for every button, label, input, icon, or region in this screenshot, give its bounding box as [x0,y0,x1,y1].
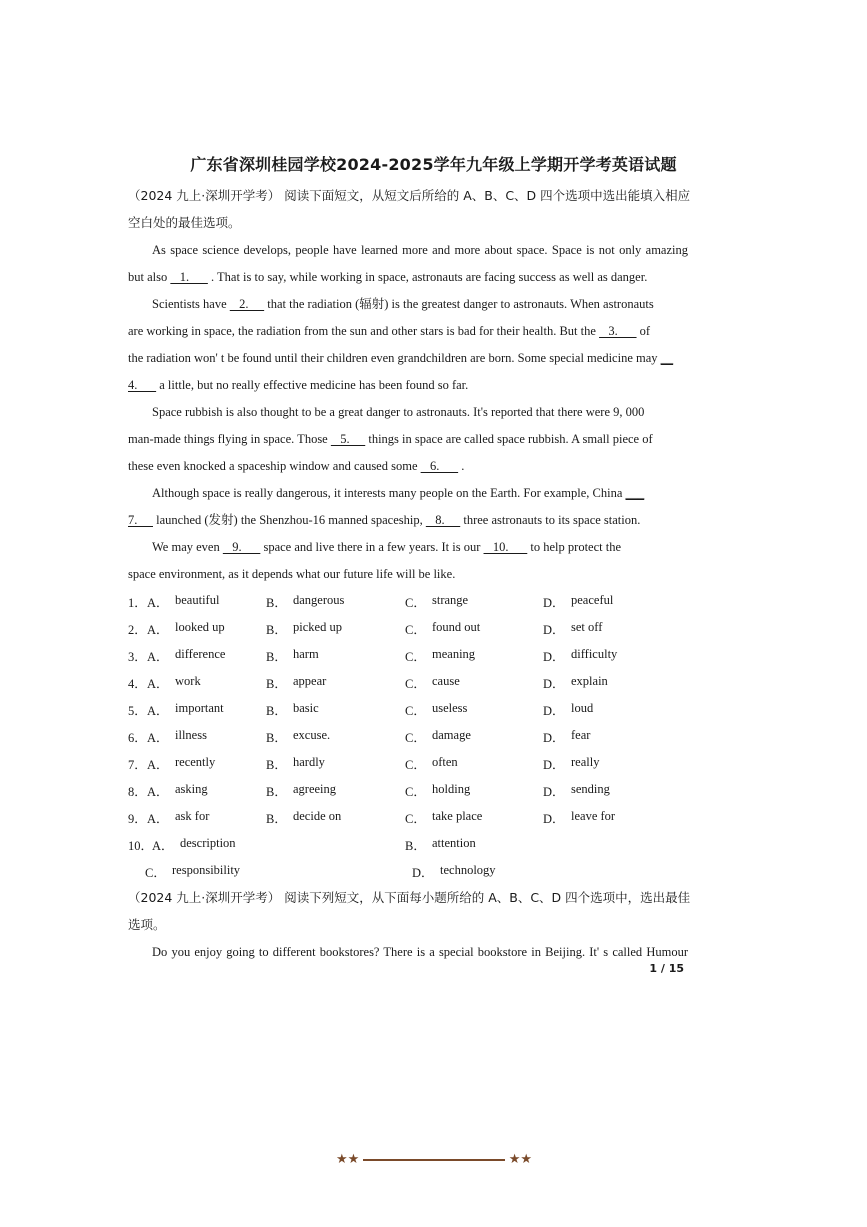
option-a-text: difference [175,647,226,661]
option-a-text: important [175,701,224,715]
section2-instruction-line1: （2024 九上·深圳开学考） 阅读下列短文，从下面每小题所给的 A、B、C、D 四个选项中，选出最佳 [128,890,691,905]
blank-5: 5. [330,432,366,446]
passage-line [128,377,688,393]
question-number: 7． [128,758,147,772]
question-number: 4． [128,677,147,691]
passage-line [128,323,688,339]
section2-instruction-line2: 选项。 [128,917,166,932]
option-letter: B． [266,704,287,718]
option-d-text: loud [571,701,594,715]
option-letter: A． [147,596,169,610]
option-a-text: work [175,674,201,688]
option-letter: B． [266,731,287,745]
option-letter: C． [405,758,426,772]
passage-text: of [636,324,651,338]
passage-text: the radiation won' t be found until their children even grandchildren are born. Some special medicine may [128,351,661,365]
blank-2: 2. [229,297,265,311]
option-a-text: ask for [175,809,210,823]
option-letter: A． [147,758,169,772]
passage-text: Scientists have [152,297,230,311]
option-letter: D． [543,731,565,745]
passage-line [152,485,688,501]
option-a-text: beautiful [175,593,220,607]
question-number: 3． [128,650,147,664]
option-c-text: meaning [432,647,476,661]
option-letter: C． [405,650,426,664]
passage-text: man-made things flying in space. Those [128,432,331,446]
star-icon: ★★ [336,1151,360,1166]
blank-4: 4. [128,378,157,392]
option-letter: A． [152,839,174,853]
option-letter: C． [405,623,426,637]
passage-line [152,296,688,312]
passage-line [128,269,688,285]
option-letter: A． [147,623,169,637]
footer-decoration [336,1150,532,1168]
option-d-text: explain [571,674,608,688]
option-letter: B． [266,623,287,637]
option-c-text: holding [432,782,471,796]
option-letter: C． [405,785,426,799]
page-title: 广东省深圳桂园学校2024-2025学年九年级上学期开学考英语试题 [190,155,677,174]
option-letter: D． [543,812,565,826]
passage-text: . [458,459,465,473]
blank-9: 9. [222,540,261,554]
passage2-line: Do you enjoy going to different bookstores? There is a special bookstore in Beijing. It' s called Humour [152,945,688,959]
option-letter: B． [266,596,287,610]
passage-text: these even knocked a spaceship window and caused some [128,459,421,473]
section1-instruction-line2: 空白处的最佳选项。 [128,215,241,230]
option-letter: C． [145,866,166,880]
section1-instruction-line1: （2024 九上·深圳开学考） 阅读下面短文，从短文后所给的 A、B、C、D 四个选项中选出能填入相应 [128,188,691,203]
option-c-text: take place [432,809,483,823]
question-number: 5． [128,704,147,718]
option-letter: B． [266,650,287,664]
option-letter: A． [147,650,169,664]
option-letter: B． [266,785,287,799]
passage-line [128,458,688,474]
option-a-text: description [180,836,236,850]
option-c-text: often [432,755,458,769]
option-b-text: dangerous [293,593,345,607]
passage-line: space environment, as it depends what our future life will be like. [128,567,456,581]
option-c-text: damage [432,728,471,742]
blank-1: 1. [170,270,208,284]
option-letter: A． [147,704,169,718]
option-b-text: decide on [293,809,342,823]
blank-7-start: ___ [625,486,645,500]
option-letter: A． [147,812,169,826]
option-d-text: peaceful [571,593,614,607]
blank-6: 6. [420,459,459,473]
passage-text: things in space are called space rubbish. A small piece of [365,432,653,446]
option-letter: D． [543,650,565,664]
option-letter: C． [405,596,426,610]
question-number: 1． [128,596,147,610]
option-c-text: responsibility [172,863,241,877]
star-icon: ★★ [508,1151,532,1166]
option-letter: A． [147,731,169,745]
question-number: 8． [128,785,147,799]
blank-4-start: __ [660,351,674,365]
option-letter: D． [412,866,434,880]
option-letter: D． [543,758,565,772]
option-b-text: agreeing [293,782,337,796]
passage-text: launched (发射) the Shenzhou-16 manned spaceship, [153,513,426,527]
option-b-text: harm [293,647,319,661]
option-letter: D． [543,785,565,799]
option-letter: A． [147,785,169,799]
option-d-text: difficulty [571,647,618,661]
option-letter: B． [266,677,287,691]
option-b-text: picked up [293,620,342,634]
option-letter: D． [543,677,565,691]
blank-8: 8. [425,513,461,527]
question-number: 10． [128,839,154,853]
option-letter: C． [405,704,426,718]
option-letter: D． [543,596,565,610]
passage-line [128,512,688,528]
passage-text: to help protect the [527,540,622,554]
option-d-text: sending [571,782,610,796]
passage-text: space and live there in a few years. It is our [260,540,484,554]
option-letter: B． [266,758,287,772]
question-number: 9． [128,812,147,826]
option-b-text: hardly [293,755,325,769]
option-letter: B． [266,812,287,826]
passage-line [128,431,688,447]
option-a-text: recently [175,755,216,769]
option-d-text: set off [571,620,603,634]
question-number: 2． [128,623,147,637]
passage-text: . That is to say, while working in space, astronauts are facing success as well as danger. [207,270,648,284]
option-letter: A． [147,677,169,691]
option-a-text: asking [175,782,208,796]
option-letter: D． [543,704,565,718]
option-d-text: really [571,755,600,769]
option-letter: D． [543,623,565,637]
passage-text: that the radiation (辐射) is the greatest danger to astronauts. When astronauts [264,297,654,311]
option-c-text: useless [432,701,468,715]
question-number: 6． [128,731,147,745]
passage-text: We may even [152,540,223,554]
passage-text: are working in space, the radiation from the sun and other stars is bad for their health. But the [128,324,600,338]
passage-text: three astronauts to its space station. [460,513,641,527]
passage-line: As space science develops, people have learned more and more about space. Space is not only amazing [152,243,688,257]
option-letter: C． [405,812,426,826]
passage-line [128,350,688,366]
passage-text: a little, but no really effective medicine has been found so far. [156,378,469,392]
option-a-text: looked up [175,620,225,634]
footer-divider [363,1159,505,1161]
option-b-text: appear [293,674,327,688]
page-number: 1 / 15 [649,962,684,975]
blank-3: 3. [599,324,637,338]
option-letter: C． [405,677,426,691]
passage-line: Space rubbish is also thought to be a great danger to astronauts. It's reported that there were 9, 000 [152,405,645,419]
blank-7: 7. [128,513,153,527]
option-b-text: attention [432,836,476,850]
passage-text: Although space is really dangerous, it interests many people on the Earth. For example, China [152,486,626,500]
option-letter: B． [405,839,426,853]
option-letter: C． [405,731,426,745]
option-b-text: basic [293,701,319,715]
option-c-text: strange [432,593,469,607]
option-c-text: cause [432,674,460,688]
option-b-text: excuse. [293,728,331,742]
blank-10: 10. [483,540,528,554]
option-d-text: technology [440,863,496,877]
option-d-text: fear [571,728,591,742]
passage-line [152,539,688,555]
option-d-text: leave for [571,809,616,823]
option-c-text: found out [432,620,481,634]
option-a-text: illness [175,728,207,742]
passage-text: but also [128,270,171,284]
